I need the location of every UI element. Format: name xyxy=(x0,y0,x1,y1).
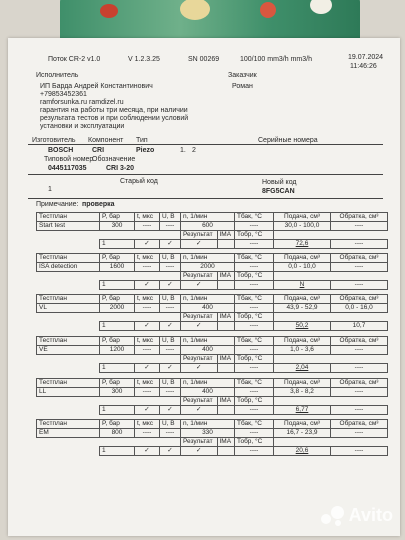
header-return: Обратка, см³ xyxy=(331,337,388,346)
note-label: Примечание: xyxy=(36,201,79,208)
header-time: t, мкс xyxy=(135,420,160,429)
test-voltage: ---- xyxy=(160,388,181,397)
check-mark-icon: ✓ xyxy=(181,281,218,290)
check-mark-icon: ✓ xyxy=(181,447,218,456)
header-feed: Подача, см³ xyxy=(274,213,331,222)
check-mark-icon: ✓ xyxy=(181,322,218,331)
header-return: Обратка, см³ xyxy=(331,254,388,263)
header-pressure: P, бар xyxy=(100,379,135,388)
return-temp-label: Тобр, °C xyxy=(235,438,274,447)
return-temp-label: Тобр, °C xyxy=(235,313,274,322)
performer-sites: ramforsunka.ru ramdizel.ru xyxy=(40,99,124,106)
header-plan: Тестплан xyxy=(37,337,100,346)
check-mark-icon: ✓ xyxy=(160,281,181,290)
test-voltage: ---- xyxy=(160,263,181,272)
test-plan-name: ISA detection xyxy=(37,263,100,272)
test-tank-temp: ---- xyxy=(235,304,274,313)
return-temp-value: ---- xyxy=(235,240,274,249)
header-plan: Тестплан xyxy=(37,295,100,304)
test-plan-table xyxy=(36,378,388,415)
test-time: ---- xyxy=(135,346,160,355)
test-return-range: ---- xyxy=(331,388,388,397)
test-plan-table xyxy=(36,336,388,373)
check-mark-icon: ✓ xyxy=(135,364,160,373)
header-voltage: U, B xyxy=(160,420,181,429)
test-tank-temp: ---- xyxy=(235,222,274,231)
watermark-text: Avito xyxy=(348,504,393,525)
result-label: Результат xyxy=(181,313,218,322)
check-mark-icon: ✓ xyxy=(135,322,160,331)
feed-result: 2,04 xyxy=(274,364,331,373)
report-date: 19.07.2024 xyxy=(348,54,384,61)
test-plan-table xyxy=(36,419,388,456)
new-code-label: Новый код xyxy=(262,179,297,186)
header-rpm: n, 1/мин xyxy=(181,337,235,346)
return-temp-value: ---- xyxy=(235,406,274,415)
result-number: 1 xyxy=(100,281,135,290)
return-temp-value: ---- xyxy=(235,281,274,290)
test-plan-name: EM xyxy=(37,429,100,438)
typenum-value: 0445117035 xyxy=(48,165,87,172)
software-version: V 1.2.3.25 xyxy=(128,56,160,63)
test-tank-temp: ---- xyxy=(235,429,274,438)
result-label: Результат xyxy=(181,355,218,364)
divider xyxy=(28,198,383,199)
feed-result: 6,77 xyxy=(274,406,331,415)
header-rpm: n, 1/мин xyxy=(181,379,235,388)
header-tank-temp: Tбак, °C xyxy=(235,420,274,429)
header-pressure: P, бар xyxy=(100,254,135,263)
check-mark-icon: ✓ xyxy=(160,322,181,331)
header-feed: Подача, см³ xyxy=(274,337,331,346)
test-return-range: ---- xyxy=(331,429,388,438)
test-pressure: 800 xyxy=(100,429,135,438)
component-label: Компонент xyxy=(88,137,124,144)
test-time: ---- xyxy=(135,304,160,313)
note-value: проверка xyxy=(82,201,115,208)
test-tank-temp: ---- xyxy=(235,346,274,355)
header-time: t, мкс xyxy=(135,213,160,222)
check-mark-icon: ✓ xyxy=(160,364,181,373)
divider xyxy=(28,144,383,145)
header-feed: Подача, см³ xyxy=(274,420,331,429)
flow-rate: 100/100 mm3/h mm3/h xyxy=(240,56,312,63)
customer-label: Заказчик xyxy=(228,72,257,79)
header-voltage: U, B xyxy=(160,379,181,388)
test-pressure: 300 xyxy=(100,222,135,231)
header-feed: Подача, см³ xyxy=(274,254,331,263)
return-result: 10,7 xyxy=(331,322,388,331)
return-temp-value: ---- xyxy=(235,447,274,456)
check-mark-icon: ✓ xyxy=(135,406,160,415)
return-temp-value: ---- xyxy=(235,322,274,331)
header-pressure: P, бар xyxy=(100,420,135,429)
header-voltage: U, B xyxy=(160,337,181,346)
test-return-range: ---- xyxy=(331,222,388,231)
return-result: ---- xyxy=(331,406,388,415)
test-plan-table xyxy=(36,294,388,331)
test-pressure: 1600 xyxy=(100,263,135,272)
header-feed: Подача, см³ xyxy=(274,379,331,388)
feed-result: N xyxy=(274,281,331,290)
return-temp-label: Тобр, °C xyxy=(235,231,274,240)
ima-value xyxy=(217,322,235,331)
ima-label: IMA xyxy=(217,355,235,364)
header-rpm: n, 1/мин xyxy=(181,254,235,263)
result-number: 1 xyxy=(100,322,135,331)
test-time: ---- xyxy=(135,388,160,397)
result-label: Результат xyxy=(181,397,218,406)
design-value: CRI 3-20 xyxy=(106,165,135,172)
header-tank-temp: Tбак, °C xyxy=(235,337,274,346)
test-pressure: 300 xyxy=(100,388,135,397)
test-rpm: 2000 xyxy=(181,263,235,272)
test-plan-table xyxy=(36,212,388,249)
test-plan-table xyxy=(36,253,388,290)
header-time: t, мкс xyxy=(135,254,160,263)
header-plan: Тестплан xyxy=(37,213,100,222)
ima-value xyxy=(217,281,235,290)
ima-label: IMA xyxy=(217,397,235,406)
test-plan-name: VL xyxy=(37,304,100,313)
new-code-value: 8FG5CAN xyxy=(262,188,295,195)
check-mark-icon: ✓ xyxy=(181,406,218,415)
component-row-number: 1 xyxy=(48,186,52,193)
avito-logo-icon xyxy=(321,504,345,526)
maker-value: BOSCH xyxy=(48,147,74,154)
typenum-label: Типовой номер xyxy=(44,156,94,163)
header-pressure: P, бар xyxy=(100,337,135,346)
test-rpm: 400 xyxy=(181,388,235,397)
header-feed: Подача, см³ xyxy=(274,295,331,304)
test-plan-name: LL xyxy=(37,388,100,397)
test-feed-range: 43,9 - 52,9 xyxy=(274,304,331,313)
test-time: ---- xyxy=(135,222,160,231)
header-voltage: U, B xyxy=(160,295,181,304)
decor-ornament xyxy=(100,4,118,18)
test-feed-range: 1,0 - 3,6 xyxy=(274,346,331,355)
test-feed-range: 0,0 - 10,0 xyxy=(274,263,331,272)
feed-result: 72,6 xyxy=(274,240,331,249)
return-result: ---- xyxy=(331,281,388,290)
test-plan-name: Start test xyxy=(37,222,100,231)
test-return-range: ---- xyxy=(331,263,388,272)
serial-label: Серийные номера xyxy=(258,137,318,144)
ima-value xyxy=(217,447,235,456)
type-label: Тип xyxy=(136,137,148,144)
header-return: Обратка, см³ xyxy=(331,420,388,429)
return-result: ---- xyxy=(331,240,388,249)
serial-2: 2 xyxy=(192,147,196,154)
check-mark-icon: ✓ xyxy=(160,406,181,415)
header-rpm: n, 1/мин xyxy=(181,213,235,222)
result-label: Результат xyxy=(181,272,218,281)
header-return: Обратка, см³ xyxy=(331,295,388,304)
test-report-sheet xyxy=(8,38,400,536)
test-pressure: 1200 xyxy=(100,346,135,355)
header-return: Обратка, см³ xyxy=(331,379,388,388)
component-value: CRI xyxy=(92,147,105,154)
result-number: 1 xyxy=(100,447,135,456)
old-code-label: Старый код xyxy=(120,178,158,185)
header-rpm: n, 1/мин xyxy=(181,295,235,304)
test-tank-temp: ---- xyxy=(235,388,274,397)
test-voltage: ---- xyxy=(160,429,181,438)
test-feed-range: 16,7 - 23,9 xyxy=(274,429,331,438)
check-mark-icon: ✓ xyxy=(135,240,160,249)
header-tank-temp: Tбак, °C xyxy=(235,213,274,222)
result-label: Результат xyxy=(181,438,218,447)
performer-label: Исполнитель xyxy=(36,72,79,79)
return-result: ---- xyxy=(331,364,388,373)
check-mark-icon: ✓ xyxy=(160,240,181,249)
performer-name: ИП Барда Андрей Константинович xyxy=(40,83,153,90)
header-tank-temp: Tбак, °C xyxy=(235,295,274,304)
return-temp-label: Тобр, °C xyxy=(235,272,274,281)
ima-value xyxy=(217,240,235,249)
return-temp-label: Тобр, °C xyxy=(235,355,274,364)
performer-phone: +79853452361 xyxy=(40,91,87,98)
check-mark-icon: ✓ xyxy=(135,447,160,456)
test-return-range: ---- xyxy=(331,346,388,355)
header-plan: Тестплан xyxy=(37,379,100,388)
result-number: 1 xyxy=(100,364,135,373)
header-return: Обратка, см³ xyxy=(331,213,388,222)
test-time: ---- xyxy=(135,429,160,438)
test-tank-temp: ---- xyxy=(235,263,274,272)
check-mark-icon: ✓ xyxy=(135,281,160,290)
test-feed-range: 30,0 - 100,0 xyxy=(274,222,331,231)
header-pressure: P, бар xyxy=(100,295,135,304)
feed-result: 20,6 xyxy=(274,447,331,456)
test-rpm: 400 xyxy=(181,304,235,313)
warranty-text-2: результата тестов и при соблюдении условий xyxy=(40,115,189,122)
header-rpm: n, 1/мин xyxy=(181,420,235,429)
test-rpm: 400 xyxy=(181,346,235,355)
header-tank-temp: Tбак, °C xyxy=(235,379,274,388)
ima-label: IMA xyxy=(217,272,235,281)
warranty-text-1: гарантия на работы три месяца, при наличии xyxy=(40,107,188,114)
maker-label: Изготовитель xyxy=(32,137,76,144)
check-mark-icon: ✓ xyxy=(181,240,218,249)
test-pressure: 2000 xyxy=(100,304,135,313)
test-feed-range: 3,8 - 8,2 xyxy=(274,388,331,397)
return-temp-value: ---- xyxy=(235,364,274,373)
test-plan-name: VE xyxy=(37,346,100,355)
decor-ornament xyxy=(310,0,332,14)
serial-number: SN 00269 xyxy=(188,56,220,63)
test-voltage: ---- xyxy=(160,222,181,231)
header-pressure: P, бар xyxy=(100,213,135,222)
header-time: t, мкс xyxy=(135,337,160,346)
test-voltage: ---- xyxy=(160,346,181,355)
test-rpm: 330 xyxy=(181,429,235,438)
type-value: Piezo xyxy=(136,147,155,154)
ima-label: IMA xyxy=(217,313,235,322)
watermark xyxy=(321,504,393,526)
ima-label: IMA xyxy=(217,231,235,240)
warranty-text-3: установки и эксплуатации xyxy=(40,123,125,130)
header-time: t, мкс xyxy=(135,379,160,388)
header-time: t, мкс xyxy=(135,295,160,304)
check-mark-icon: ✓ xyxy=(181,364,218,373)
report-time: 11:46:26 xyxy=(350,63,377,70)
ima-value xyxy=(217,406,235,415)
header-tank-temp: Tбак, °C xyxy=(235,254,274,263)
check-mark-icon: ✓ xyxy=(160,447,181,456)
result-number: 1 xyxy=(100,406,135,415)
header-plan: Тестплан xyxy=(37,420,100,429)
ima-value xyxy=(217,364,235,373)
decor-ornament xyxy=(180,0,210,20)
decor-ornament xyxy=(260,2,276,18)
test-voltage: ---- xyxy=(160,304,181,313)
header-voltage: U, B xyxy=(160,254,181,263)
divider xyxy=(28,174,383,175)
feed-result: 50,2 xyxy=(274,322,331,331)
serial-1: 1. xyxy=(180,147,186,154)
return-result: ---- xyxy=(331,447,388,456)
return-temp-label: Тобр, °C xyxy=(235,397,274,406)
result-label: Результат xyxy=(181,231,218,240)
header-plan: Тестплан xyxy=(37,254,100,263)
customer-name: Роман xyxy=(232,83,253,90)
test-rpm: 600 xyxy=(181,222,235,231)
test-time: ---- xyxy=(135,263,160,272)
header-voltage: U, B xyxy=(160,213,181,222)
ima-label: IMA xyxy=(217,438,235,447)
result-number: 1 xyxy=(100,240,135,249)
test-return-range: 0,0 - 16,0 xyxy=(331,304,388,313)
design-label: Обозначение xyxy=(92,156,136,163)
device-name: Поток CR-2 v1.0 xyxy=(48,56,101,63)
